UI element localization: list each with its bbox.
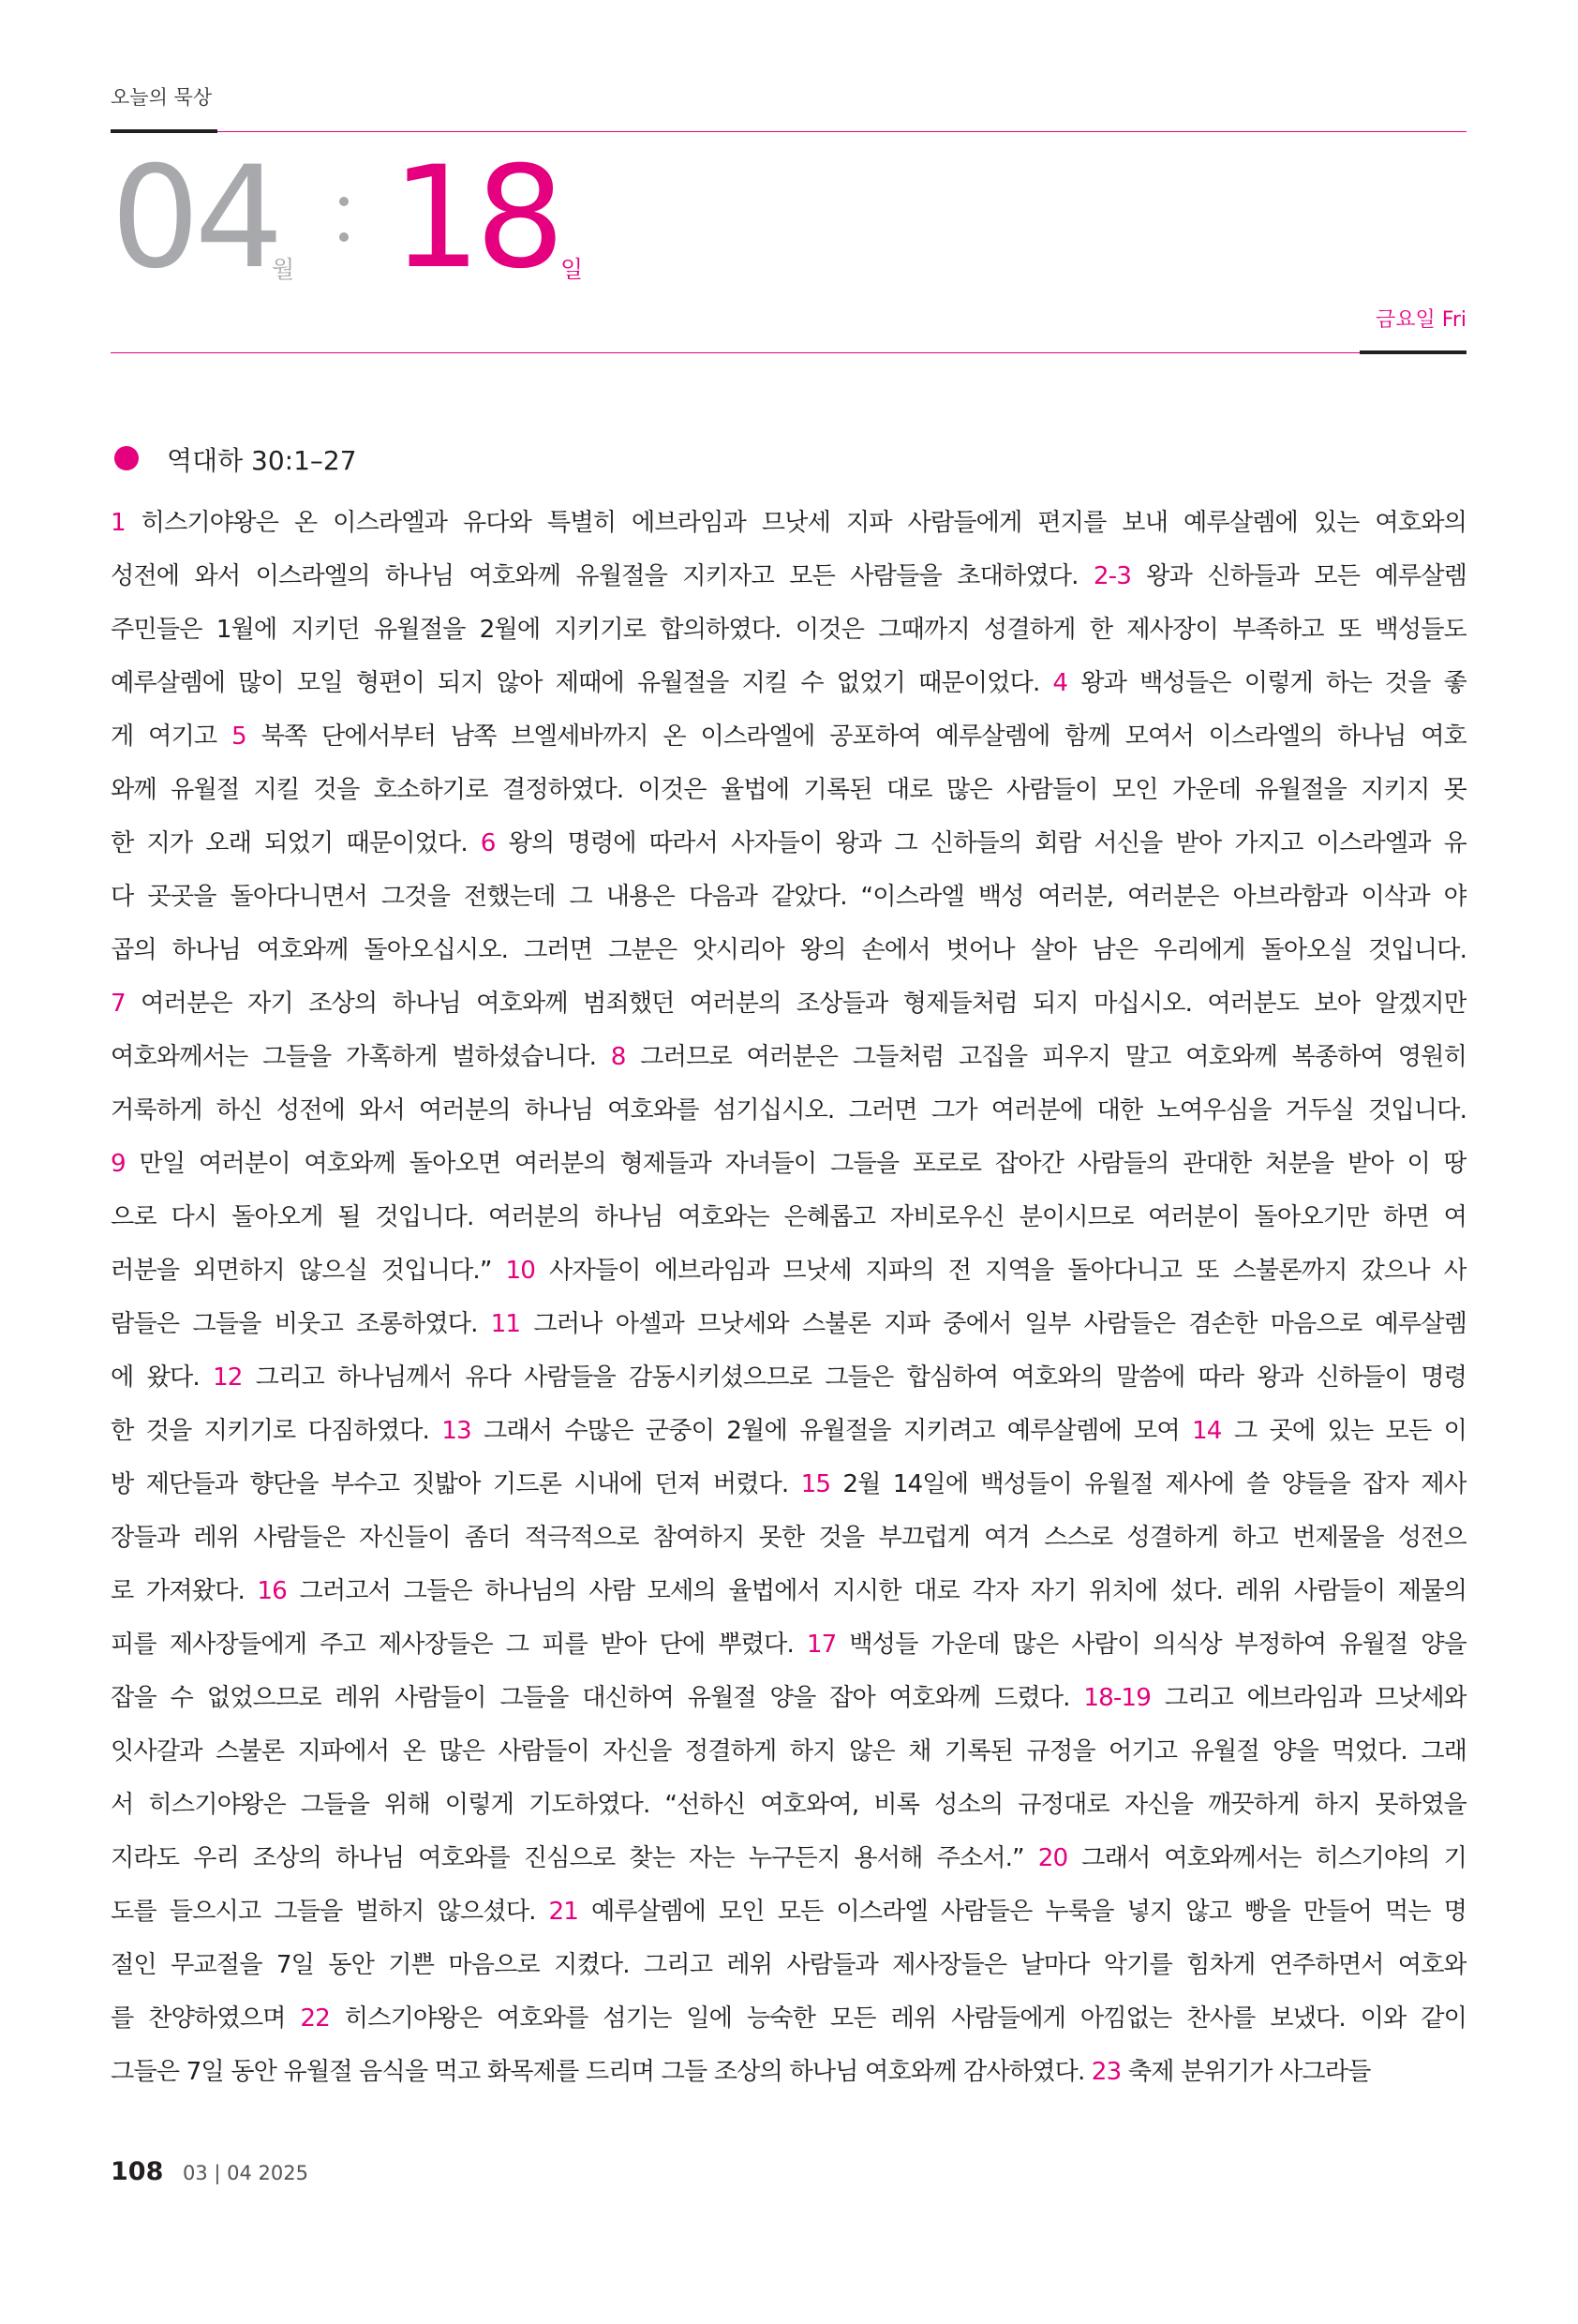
verse-number: 2-3 — [1093, 562, 1131, 590]
verse-text: 다 곳곳을 돌아다니면서 그것을 전했는데 그 내용은 다음과 같았다. “이스라엘 백성 여러분, 여러분은 아브라함과 이삭과 야 — [111, 883, 1466, 911]
verse-text: 성전에 와서 이스라엘의 하나님 여호와께 유월절을 지키자고 모든 사람들을 초대하였다. — [111, 562, 1094, 590]
verse-text: 잇사갈과 스불론 지파에서 온 많은 사람들이 자신을 정결하게 하지 않은 채 기록된 규정을 어기고 유월절 양을 먹었다. 그래 — [111, 1737, 1466, 1765]
verse-text: 히스기야왕은 여호와를 섬기는 일에 능숙한 모든 레위 사람들에게 아낌없는 찬사를 보냈다. 이와 같이 — [329, 2004, 1466, 2033]
verse-text: 히스기야왕은 온 이스라엘과 유다와 특별히 에브라임과 므낫세 지파 사람들에게 편지를 보내 예루살렘에 있는 여호와의 — [125, 509, 1466, 537]
text-line — [111, 1143, 1466, 1197]
verse-text: 러분을 외면하지 않으실 것입니다.” — [111, 1257, 506, 1285]
verse-number: 13 — [441, 1417, 471, 1445]
verse-text: 왕과 백성들은 이렇게 하는 것을 좋 — [1067, 669, 1466, 697]
text-line — [111, 983, 1466, 1036]
text-line — [111, 1624, 1466, 1677]
verse-number: 22 — [300, 2004, 330, 2033]
verse-text: 그리고 에브라임과 므낫세와 — [1150, 1684, 1466, 1712]
text-line — [111, 502, 1466, 556]
day-number: 18 — [392, 137, 559, 300]
verse-text: 백성들 가운데 많은 사람이 의식상 부정하여 유월절 양을 — [836, 1631, 1466, 1659]
verse-number: 8 — [610, 1043, 626, 1071]
page-footer — [111, 2157, 308, 2186]
verse-text: 장들과 레위 사람들은 자신들이 좀더 적극적으로 참여하지 못한 것을 부끄럽게 여겨 스스로 성결하게 하고 번제물을 성전으 — [111, 1524, 1466, 1552]
verse-text: 그러므로 여러분은 그들처럼 고집을 피우지 말고 여호와께 복종하여 영원히 — [625, 1043, 1466, 1071]
date-rule-dark — [1360, 350, 1466, 354]
month-unit: 월 — [272, 256, 295, 283]
issue-label: 03 | 04 2025 — [182, 2162, 308, 2184]
text-line — [111, 1784, 1466, 1838]
verse-text: 방 제단들과 향단을 부수고 짓밟아 기드론 시내에 던져 버렸다. — [111, 1470, 801, 1498]
verse-number: 7 — [111, 990, 126, 1018]
text-line — [111, 1250, 1466, 1304]
verse-text: 그래서 여호와께서는 히스기야의 기 — [1067, 1844, 1466, 1872]
verse-text: 2월 14일에 백성들이 유월절 제사에 쓸 양들을 잡자 제사 — [830, 1470, 1466, 1498]
verse-text: 곱의 하나님 여호와께 돌아오십시오. 그러면 그분은 앗시리아 왕의 손에서 벗어나 살아 남은 우리에게 돌아오실 것입니다. — [111, 936, 1466, 964]
verse-text: 예루살렘에 모인 모든 이스라엘 사람들은 누룩을 넣지 않고 빵을 만들어 먹는 명 — [578, 1898, 1466, 1926]
bullet-dot-icon — [114, 446, 139, 470]
verse-text: 만일 여러분이 여호와께 돌아오면 여러분의 형제들과 자녀들이 그들을 포로로 잡아간 사람들의 관대한 처분을 받아 이 땅 — [125, 1150, 1466, 1178]
text-line — [111, 1357, 1466, 1410]
verse-number: 9 — [111, 1150, 126, 1178]
text-line — [111, 1944, 1466, 1998]
verse-number: 5 — [231, 723, 246, 751]
text-line — [111, 1410, 1466, 1464]
day-unit: 일 — [560, 256, 584, 283]
verse-text: 피를 제사장들에게 주고 제사장들은 그 피를 받아 단에 뿌렸다. — [111, 1631, 807, 1659]
verse-number: 1 — [111, 509, 126, 537]
section-label: 오늘의 묵상 — [111, 86, 213, 109]
text-line — [111, 1517, 1466, 1571]
verse-number: 14 — [1192, 1417, 1222, 1445]
verse-number: 16 — [257, 1577, 287, 1605]
text-line — [111, 556, 1466, 609]
verse-text: 축제 분위기가 사그라들 — [1121, 2058, 1371, 2086]
month-number: 04 — [111, 137, 278, 300]
verse-text: 예루살렘에 많이 모일 형편이 되지 않아 제때에 유월절을 지킬 수 없었기 때문이었다. — [111, 669, 1053, 697]
header-rule-pink — [217, 131, 1466, 132]
verse-text: 한 것을 지키기로 다짐하였다. — [111, 1417, 442, 1445]
text-line — [111, 663, 1466, 716]
verse-number: 12 — [212, 1363, 243, 1392]
text-line — [111, 609, 1466, 663]
text-line — [111, 930, 1466, 983]
verse-text: 으로 다시 돌아오게 될 것입니다. 여러분의 하나님 여호와는 은혜롭고 자비로우신 분이시므로 여러분이 돌아오기만 하면 여 — [111, 1203, 1466, 1231]
header-rule-dark — [111, 129, 217, 133]
verse-text: 그 곳에 있는 모든 이 — [1221, 1417, 1466, 1445]
text-line — [111, 1838, 1466, 1891]
verse-number: 23 — [1091, 2058, 1122, 2086]
verse-text: 도를 들으시고 그들을 벌하지 않으셨다. — [111, 1898, 549, 1926]
verse-text: 절인 무교절을 7일 동안 기쁜 마음으로 지켰다. 그리고 레위 사람들과 제사장들은 날마다 악기를 힘차게 연주하면서 여호와 — [111, 1951, 1466, 1979]
verse-text: 람들은 그들을 비웃고 조롱하였다. — [111, 1310, 491, 1338]
verse-text: 왕의 명령에 따라서 사자들이 왕과 그 신하들의 회람 서신을 받아 가지고 이스라엘과 유 — [495, 829, 1466, 857]
verse-text: 잡을 수 없었으므로 레위 사람들이 그들을 대신하여 유월절 양을 잡아 여호와께 드렸다. — [111, 1684, 1084, 1712]
scripture-reference: 역대하 30:1–27 — [167, 445, 357, 476]
verse-number: 4 — [1052, 669, 1068, 697]
weekday-label: 금요일 Fri — [1376, 308, 1466, 332]
verse-number: 17 — [806, 1631, 837, 1659]
page-number: 108 — [111, 2157, 164, 2186]
verse-text: 한 지가 오래 되었기 때문이었다. — [111, 829, 481, 857]
verse-text: 여러분은 자기 조상의 하나님 여호와께 범죄했던 여러분의 조상들과 형제들처럼 되지 마십시오. 여러분도 보아 알겠지만 — [125, 990, 1466, 1018]
verse-text: 그러고서 그들은 하나님의 사람 모세의 율법에서 지시한 대로 각자 자기 위치에 섰다. 레위 사람들이 제물의 — [286, 1577, 1466, 1605]
text-line — [111, 876, 1466, 930]
verse-number: 10 — [505, 1257, 535, 1285]
verse-text: 북쪽 단에서부터 남쪽 브엘세바까지 온 이스라엘에 공포하여 예루살렘에 함께 모여서 이스라엘의 하나님 여호 — [246, 723, 1466, 751]
text-line — [111, 716, 1466, 769]
verse-text: 그리고 하나님께서 유다 사람들을 감동시키셨으므로 그들은 합심하여 여호와의 말씀에 따라 왕과 신하들이 명령 — [242, 1363, 1466, 1392]
verse-text: 그래서 수많은 군중이 2월에 유월절을 지키려고 예루살렘에 모여 — [470, 1417, 1193, 1445]
text-line — [111, 1090, 1466, 1143]
text-line — [111, 1571, 1466, 1624]
verse-text: 서 히스기야왕은 그들을 위해 이렇게 기도하였다. “선하신 여호와여, 비록 성소의 규정대로 자신을 깨끗하게 하지 못하였을 — [111, 1791, 1466, 1819]
verse-number: 21 — [548, 1898, 579, 1926]
text-line — [111, 2051, 1466, 2105]
verse-number: 15 — [800, 1470, 831, 1498]
verse-text: 에 왔다. — [111, 1363, 213, 1392]
date-rule-pink — [111, 352, 1360, 353]
verse-text: 게 여기고 — [111, 723, 232, 751]
verse-number: 20 — [1037, 1844, 1068, 1872]
text-line — [111, 1677, 1466, 1731]
verse-number: 18-19 — [1083, 1684, 1151, 1712]
verse-text: 지라도 우리 조상의 하나님 여호와를 진심으로 찾는 자는 누구든지 용서해 주소서.” — [111, 1844, 1038, 1872]
text-line — [111, 1197, 1466, 1250]
verse-text: 왕과 신하들과 모든 예루살렘 — [1130, 562, 1466, 590]
verse-text: 그러나 아셀과 므낫세와 스불론 지파 중에서 일부 사람들은 겸손한 마음으로 예루살렘 — [520, 1310, 1466, 1338]
text-line — [111, 1464, 1466, 1517]
text-line — [111, 1891, 1466, 1944]
verse-text: 주민들은 1월에 지키던 유월절을 2월에 지키기로 합의하였다. 이것은 그때까지 성결하게 한 제사장이 부족하고 또 백성들도 — [111, 616, 1466, 644]
verse-text: 그들은 7일 동안 유월절 음식을 먹고 화목제를 드리며 그들 조상의 하나님 여호와께 감사하였다. — [111, 2058, 1092, 2086]
verse-number: 11 — [490, 1310, 521, 1338]
verse-text: 여호와께서는 그들을 가혹하게 벌하셨습니다. — [111, 1043, 611, 1071]
verse-text: 로 가져왔다. — [111, 1577, 258, 1605]
text-line — [111, 1998, 1466, 2051]
verse-text: 거룩하게 하신 성전에 와서 여러분의 하나님 여호와를 섬기십시오. 그러면 그가 여러분에 대한 노여우심을 거두실 것입니다. — [111, 1096, 1466, 1125]
text-line — [111, 1731, 1466, 1784]
date-colon — [339, 197, 349, 268]
verse-text: 사자들이 에브라임과 므낫세 지파의 전 지역을 돌아다니고 또 스불론까지 갔으나 사 — [535, 1257, 1466, 1285]
verse-text: 와께 유월절 지킬 것을 호소하기로 결정하였다. 이것은 율법에 기록된 대로 많은 사람들이 모인 가운데 유월절을 지키지 못 — [111, 776, 1466, 804]
text-line — [111, 1304, 1466, 1357]
text-line — [111, 823, 1466, 876]
text-line — [111, 1036, 1466, 1090]
verse-number: 6 — [480, 829, 496, 857]
verse-text: 를 찬양하였으며 — [111, 2004, 301, 2033]
scripture-body — [111, 502, 1466, 2105]
text-line — [111, 769, 1466, 823]
